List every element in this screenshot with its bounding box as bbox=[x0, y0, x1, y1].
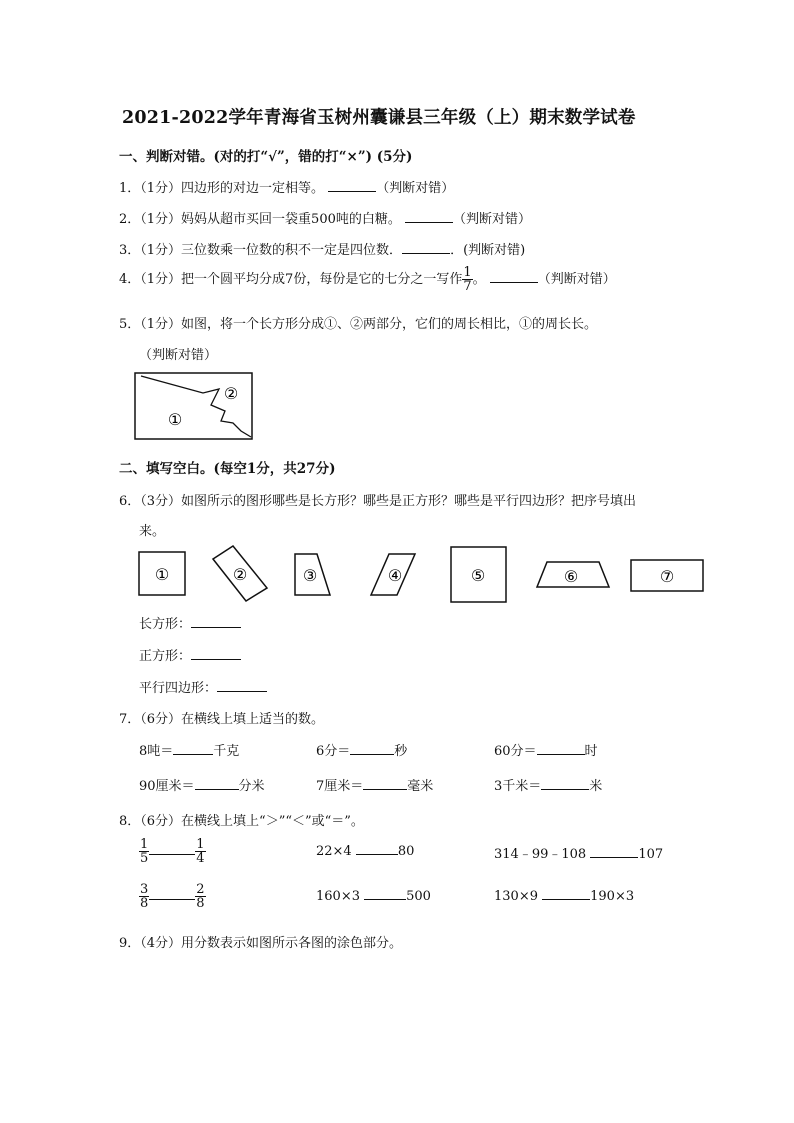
shape-2-tilted-rectangle bbox=[213, 546, 267, 601]
answer-label: 平行四边形： bbox=[139, 681, 218, 696]
question-number: 2． bbox=[119, 212, 141, 227]
conversion-item bbox=[316, 740, 407, 759]
shape-5-label: ⑤ bbox=[470, 566, 486, 585]
expression-comparison bbox=[316, 888, 431, 904]
question-5-tail: （判断对错） bbox=[139, 348, 218, 363]
fraction-denominator: 4 bbox=[196, 851, 205, 866]
region-2-label: ② bbox=[223, 384, 239, 403]
expression-right: 500 bbox=[406, 889, 431, 904]
answer-squares bbox=[139, 645, 241, 664]
shape-3-label: ③ bbox=[302, 566, 318, 585]
shape-4-label: ④ bbox=[387, 566, 403, 585]
answer-blank[interactable] bbox=[590, 846, 638, 858]
expression-left: 314﹣99﹣108 bbox=[494, 847, 587, 862]
answer-blank[interactable] bbox=[173, 743, 213, 755]
question-9 bbox=[119, 932, 402, 951]
conversion-post: 时 bbox=[584, 744, 598, 759]
region-1-label: ① bbox=[167, 410, 183, 429]
conversion-post: 毫米 bbox=[407, 779, 434, 794]
fraction bbox=[462, 266, 472, 293]
answer-blank[interactable] bbox=[350, 743, 394, 755]
conversion-post: 米 bbox=[589, 779, 603, 794]
answer-blank[interactable] bbox=[149, 843, 195, 855]
question-3 bbox=[119, 239, 525, 258]
fraction-denominator: 8 bbox=[140, 896, 149, 911]
question-tail: （判断对错） bbox=[376, 181, 455, 196]
answer-blank[interactable] bbox=[191, 616, 241, 628]
expression-left: 130×9 bbox=[494, 889, 538, 904]
question-tail: （判断对错） bbox=[453, 212, 532, 227]
conversion-item bbox=[139, 740, 239, 759]
expression-left: 160×3 bbox=[316, 889, 360, 904]
question-text: （4分）用分数表示如图所示各图的涂色部分。 bbox=[140, 936, 403, 951]
rectangle-outline bbox=[135, 373, 252, 439]
fraction bbox=[139, 838, 149, 865]
question-number: 4． bbox=[119, 272, 141, 287]
question-number: 8． bbox=[119, 814, 141, 829]
fraction-denominator: 7 bbox=[463, 279, 472, 294]
answer-blank[interactable] bbox=[364, 888, 406, 900]
answer-blank[interactable] bbox=[195, 778, 239, 790]
fraction-numerator: 2 bbox=[196, 882, 205, 897]
question-text: （1分）三位数乘一位数的积不一定是四位数． bbox=[140, 243, 403, 258]
shape-1-label: ① bbox=[154, 565, 170, 584]
shape-6-label: ⑥ bbox=[563, 567, 579, 586]
question-number: 5． bbox=[119, 317, 141, 332]
question-number: 1． bbox=[119, 181, 141, 196]
answer-label: 长方形： bbox=[139, 617, 192, 632]
shape-2-label: ② bbox=[232, 565, 248, 584]
fraction-comparison bbox=[139, 883, 206, 910]
shape-5-square bbox=[451, 547, 506, 602]
shape-6-trapezoid bbox=[537, 562, 609, 587]
question-text: （1分）妈妈从超市买回一袋重500吨的白糖。 bbox=[140, 212, 401, 227]
section-2-heading: 二、填写空白。(每空1分，共27分) bbox=[119, 461, 336, 477]
question-7 bbox=[119, 708, 324, 727]
question-4 bbox=[119, 266, 616, 293]
question-number: 3． bbox=[119, 243, 141, 258]
expression-right: 80 bbox=[397, 844, 415, 859]
answer-blank[interactable] bbox=[363, 778, 407, 790]
question-2 bbox=[119, 208, 531, 227]
question-1 bbox=[119, 177, 454, 196]
fraction-numerator: 3 bbox=[140, 882, 149, 897]
q6-shapes-figure bbox=[133, 542, 713, 608]
question-number: 7． bbox=[119, 712, 141, 727]
question-text: （6分）在横线上填上适当的数。 bbox=[140, 712, 325, 727]
conversion-pre: 7厘米＝ bbox=[316, 779, 364, 794]
conversion-post: 千克 bbox=[213, 744, 240, 759]
section-1-heading: 一、判断对错。(对的打“√”，错的打“×”) (5分) bbox=[119, 149, 413, 165]
answer-blank[interactable] bbox=[537, 743, 585, 755]
shape-4-parallelogram bbox=[371, 554, 415, 595]
fraction-numerator: 1 bbox=[140, 837, 149, 852]
shape-1-square bbox=[139, 552, 185, 595]
expression-right: 190×3 bbox=[590, 889, 635, 904]
conversion-item bbox=[316, 775, 433, 794]
answer-blank[interactable] bbox=[542, 888, 590, 900]
conversion-pre: 3千米＝ bbox=[494, 779, 542, 794]
question-tail: （判断对错） bbox=[537, 272, 616, 287]
expression-comparison bbox=[494, 843, 663, 862]
shape-3-trapezoid bbox=[295, 554, 330, 595]
conversion-item bbox=[139, 775, 265, 794]
question-text: （1分）四边形的对边一定相等。 bbox=[140, 181, 325, 196]
question-6 bbox=[119, 490, 636, 509]
page-title: 2021-2022学年青海省玉树州囊谦县三年级（上）期末数学试卷 bbox=[122, 108, 636, 128]
answer-blank[interactable] bbox=[191, 648, 241, 660]
fraction bbox=[195, 883, 205, 910]
expression-comparison bbox=[316, 843, 414, 859]
shape-7-rectangle bbox=[631, 560, 703, 591]
question-text: （6分）在横线上填上“＞”“＜”或“＝”。 bbox=[140, 814, 364, 829]
question-text: （1分）如图，将一个长方形分成①、②两部分，它们的周长相比，①的周长长。 bbox=[140, 317, 598, 332]
answer-blank[interactable] bbox=[356, 843, 398, 855]
expression-right: 107 bbox=[638, 847, 664, 862]
question-6-continued: 来。 bbox=[139, 524, 166, 539]
conversion-pre: 60分＝ bbox=[494, 744, 537, 759]
conversion-item bbox=[494, 740, 598, 759]
question-number: 6． bbox=[119, 494, 141, 509]
question-tail: ．(判断对错) bbox=[450, 243, 526, 258]
question-5 bbox=[119, 313, 597, 332]
fraction-comparison bbox=[139, 838, 206, 865]
expression-left: 22×4 bbox=[316, 844, 352, 859]
answer-blank[interactable] bbox=[405, 211, 453, 223]
conversion-pre: 6分＝ bbox=[316, 744, 351, 759]
question-number: 9． bbox=[119, 936, 141, 951]
conversion-pre: 8吨＝ bbox=[139, 744, 174, 759]
shape-7-label: ⑦ bbox=[659, 567, 675, 586]
answer-blank[interactable] bbox=[541, 778, 589, 790]
fraction bbox=[195, 838, 205, 865]
answer-blank[interactable] bbox=[217, 680, 267, 692]
question-text: （3分）如图所示的图形哪些是长方形？哪些是正方形？哪些是平行四边形？把序号填出 bbox=[140, 494, 637, 509]
answer-blank[interactable] bbox=[328, 180, 376, 192]
conversion-post: 分米 bbox=[238, 779, 265, 794]
conversion-pre: 90厘米＝ bbox=[139, 779, 195, 794]
answer-rectangles bbox=[139, 613, 241, 632]
conversion-post: 秒 bbox=[394, 744, 408, 759]
fraction-numerator: 1 bbox=[196, 837, 205, 852]
fraction-numerator: 1 bbox=[463, 265, 472, 280]
question-text: （1分）把一个圆平均分成7份，每份是它的七分之一写作 bbox=[140, 272, 463, 287]
conversion-item bbox=[494, 775, 602, 794]
fraction-denominator: 8 bbox=[196, 896, 205, 911]
question-punct: 。 bbox=[472, 272, 486, 287]
answer-label: 正方形： bbox=[139, 649, 192, 664]
expression-comparison bbox=[494, 888, 634, 904]
question-8 bbox=[119, 810, 364, 829]
answer-parallelograms bbox=[139, 677, 267, 696]
fraction-denominator: 5 bbox=[140, 851, 149, 866]
q5-rectangle-figure bbox=[133, 371, 255, 443]
fraction bbox=[139, 883, 149, 910]
answer-blank[interactable] bbox=[402, 242, 450, 254]
answer-blank[interactable] bbox=[149, 888, 195, 900]
answer-blank[interactable] bbox=[490, 271, 538, 283]
